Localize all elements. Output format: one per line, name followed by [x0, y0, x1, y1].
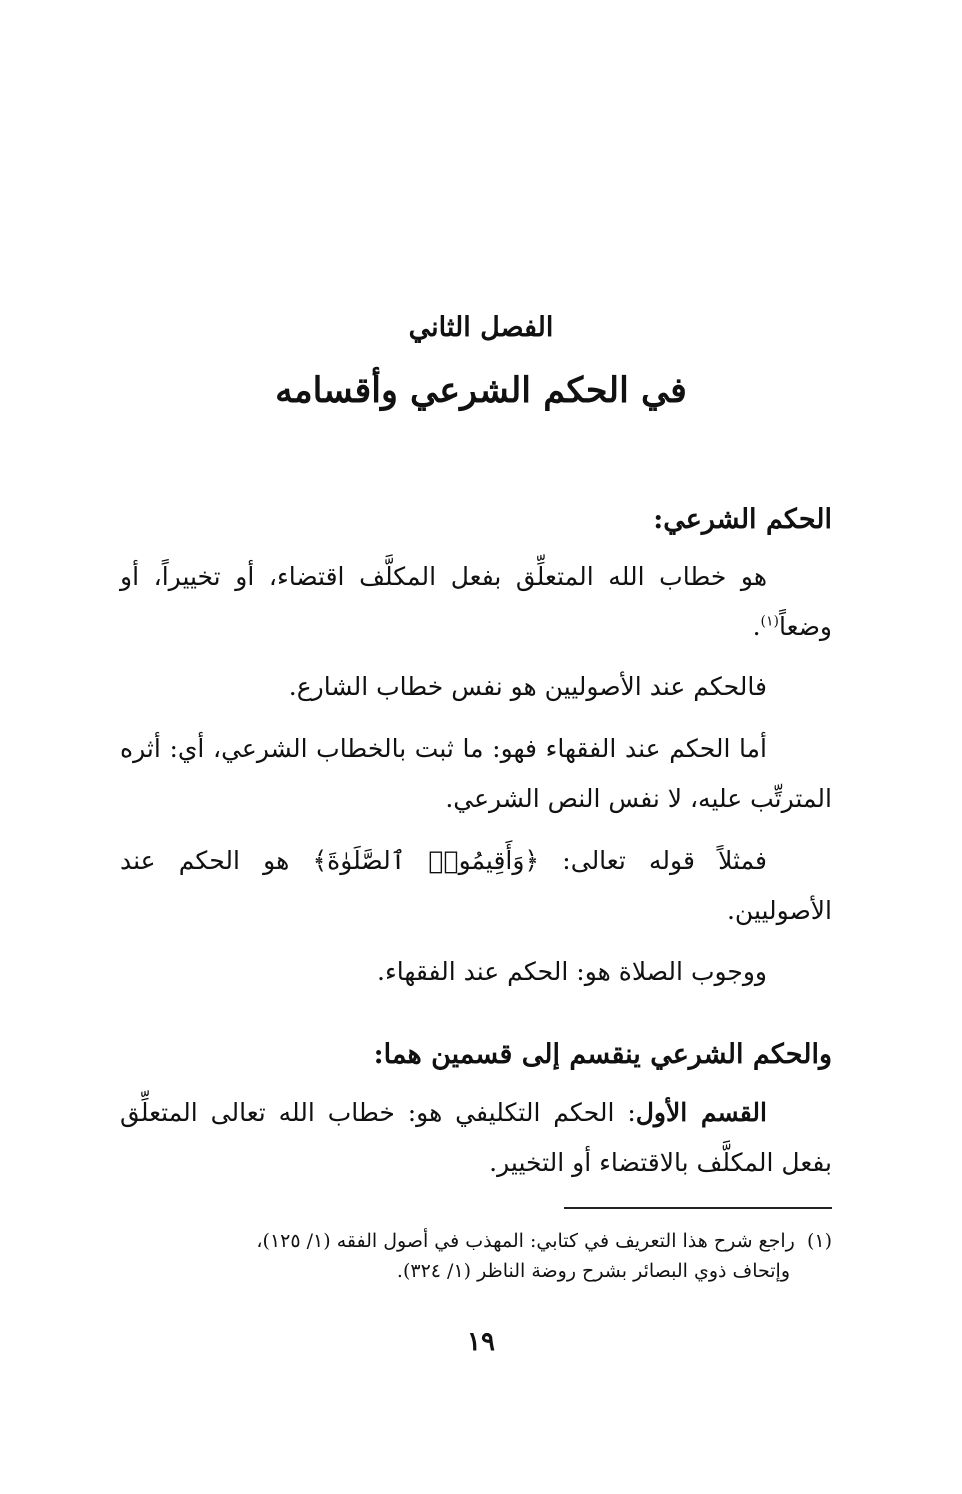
footnote-line-1	[120, 1226, 832, 1256]
footnote	[120, 1226, 832, 1286]
example-paragraph: فمثلاً قوله تعالى: ﴿وَأَقِيمُوا۟ ٱلصَّلَوٰةَ﴾ هو الحكم عند الأصوليين.	[120, 846, 832, 925]
usulis-paragraph: فالحكم عند الأصوليين هو نفس خطاب الشارع.	[288, 672, 767, 701]
page-number: ١٩	[467, 1327, 495, 1357]
section-heading-hukm: الحكم الشرعي:	[653, 504, 832, 535]
footnote-number: (١)	[806, 1230, 832, 1252]
chapter-title: في الحكم الشرعي وأقسامه	[275, 370, 687, 411]
first-division-label: القسم الأول	[635, 1098, 767, 1127]
footnote-divider	[564, 1207, 832, 1209]
obligation-paragraph: ووجوب الصلاة هو: الحكم عند الفقهاء.	[377, 957, 767, 986]
first-division-text: : الحكم التكليفي هو: خطاب الله تعالى المتعلِّق بفعل المكلَّف بالاقتضاء أو التخيير.	[120, 1098, 832, 1177]
footnote-ref[interactable]: (١)	[760, 613, 780, 630]
definition-paragraph	[120, 552, 832, 652]
footnote-line-2: وإتحاف ذوي البصائر بشرح روضة الناظر (١/ ٣٢٤).	[396, 1260, 790, 1282]
footnote-text-1: راجع شرح هذا التعريف في كتابي: المهذب في أصول الفقه (١/ ١٢٥)،	[256, 1230, 795, 1252]
definition-text: هو خطاب الله المتعلِّق بفعل المكلَّف اقتضاء، أو تخييراً، أو وضعاً	[120, 562, 832, 641]
first-division-paragraph	[120, 1088, 832, 1188]
section-heading-division: والحكم الشرعي ينقسم إلى قسمين هما:	[373, 1039, 832, 1070]
definition-end: .	[752, 612, 761, 641]
fuqaha-paragraph: أما الحكم عند الفقهاء فهو: ما ثبت بالخطاب الشرعي، أي: أثره المترتِّب عليه، لا نفس النص الشرعي.	[120, 734, 832, 813]
chapter-label: الفصل الثاني	[408, 312, 554, 343]
